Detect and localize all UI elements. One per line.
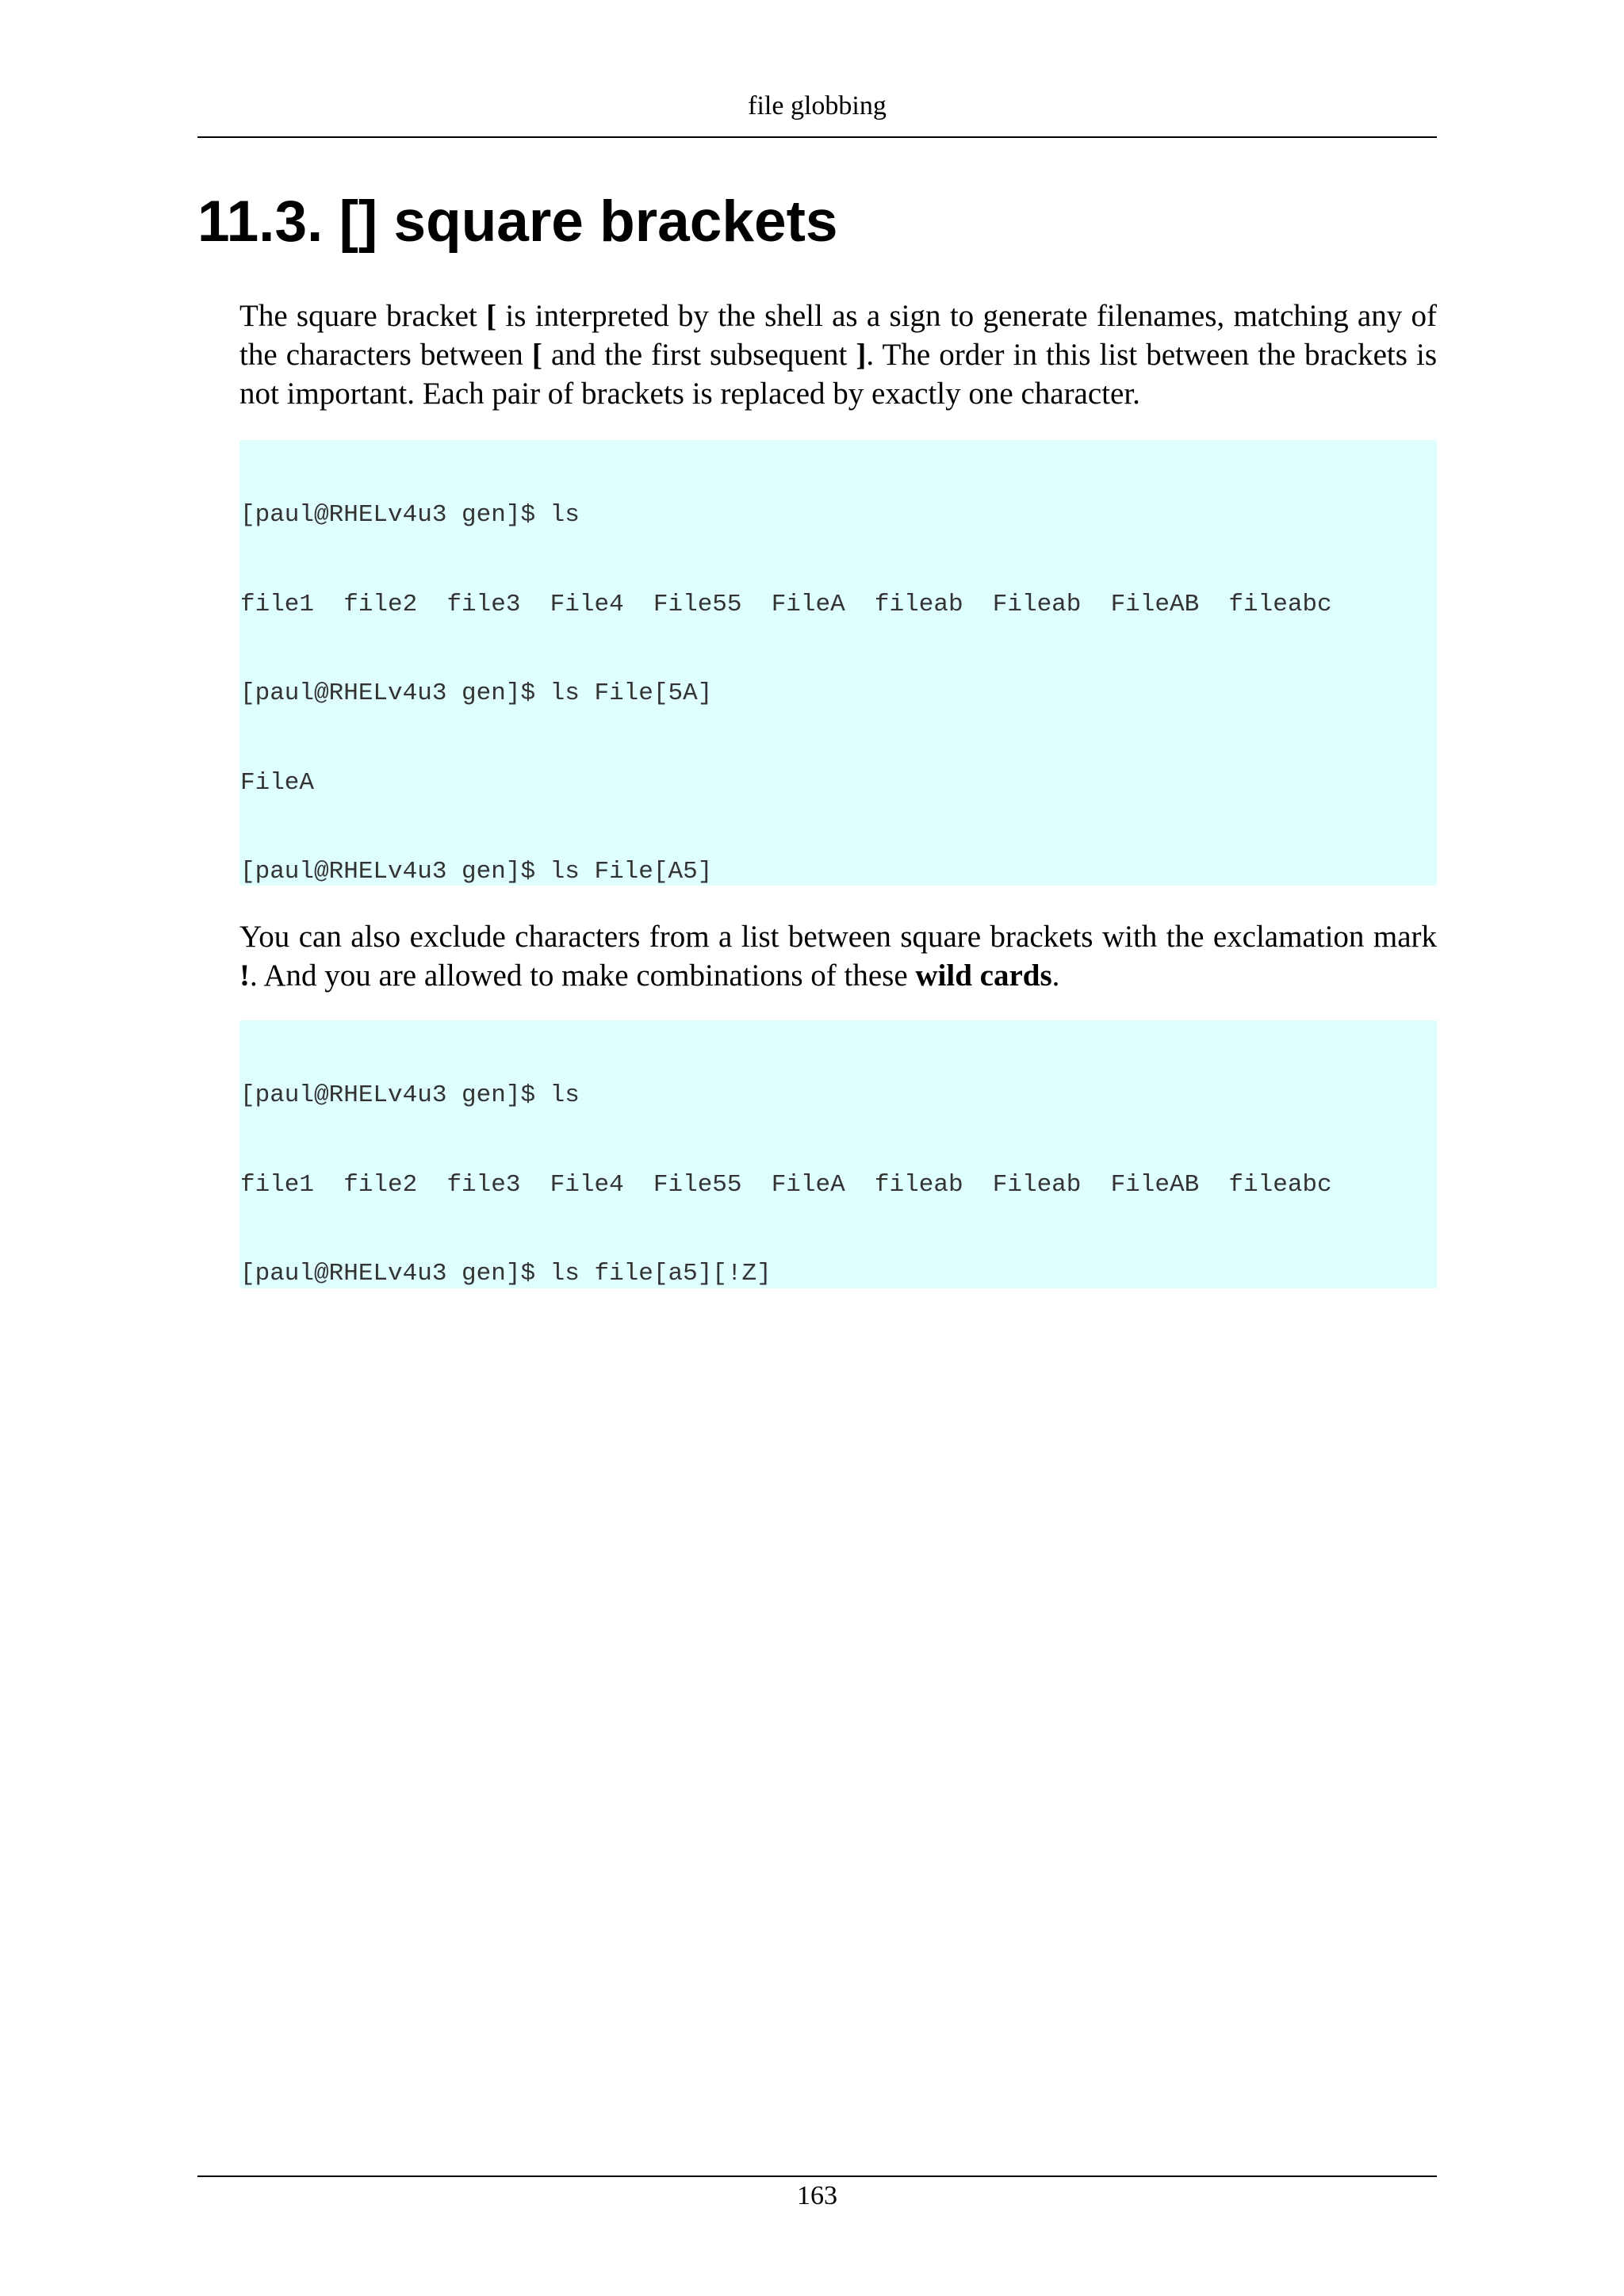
text-run: You can also exclude characters from a list between square brackets with the exclamation mark: [239, 920, 1437, 954]
intro-paragraph: [239, 297, 1437, 413]
code-line: [paul@RHELv4u3 gen]$ ls File[A5]: [240, 858, 713, 886]
code-line: [paul@RHELv4u3 gen]$ ls file[a5][!Z]: [240, 1260, 772, 1288]
page-number: 163: [797, 2181, 837, 2210]
code-line: [paul@RHELv4u3 gen]$ ls: [240, 501, 580, 529]
bold-close-bracket: ]: [856, 338, 867, 372]
code-block-2: [239, 1020, 1437, 1288]
bold-open-bracket: [: [486, 299, 497, 333]
footer-rule: [197, 2175, 1437, 2177]
text-run: .: [1051, 959, 1060, 993]
bold-exclamation-mark: !: [239, 959, 250, 993]
section-title: 11.3. [] square brackets: [197, 189, 838, 254]
header-rule: [197, 136, 1437, 138]
text-run: . The order in this list between the brackets is not important. Each pair of brackets is replaced by exactly one character.: [239, 338, 1437, 411]
code-line: [paul@RHELv4u3 gen]$ ls File[5A]: [240, 679, 713, 707]
code-line: [paul@RHELv4u3 gen]$ ls: [240, 1081, 580, 1109]
exclusion-paragraph: [239, 917, 1437, 995]
running-header: file globbing: [748, 91, 887, 121]
code-line: FileA: [240, 768, 315, 797]
text-run: is interpreted by the shell as a sign to generate filenames, matching any of the characters between: [239, 299, 1437, 372]
bold-wild-cards: wild cards: [915, 959, 1052, 993]
code-line: file1 file2 file3 File4 File55 FileA fileab Fileab FileAB fileabc: [240, 590, 1332, 618]
text-run: . And you are allowed to make combinations of these: [250, 959, 916, 993]
text-run: The square bracket: [239, 299, 487, 333]
code-block-1: [239, 440, 1437, 886]
code-line: file1 file2 file3 File4 File55 FileA fileab Fileab FileAB fileabc: [240, 1170, 1332, 1199]
bold-open-bracket: [: [531, 338, 542, 372]
text-run: and the first subsequent: [542, 338, 856, 372]
